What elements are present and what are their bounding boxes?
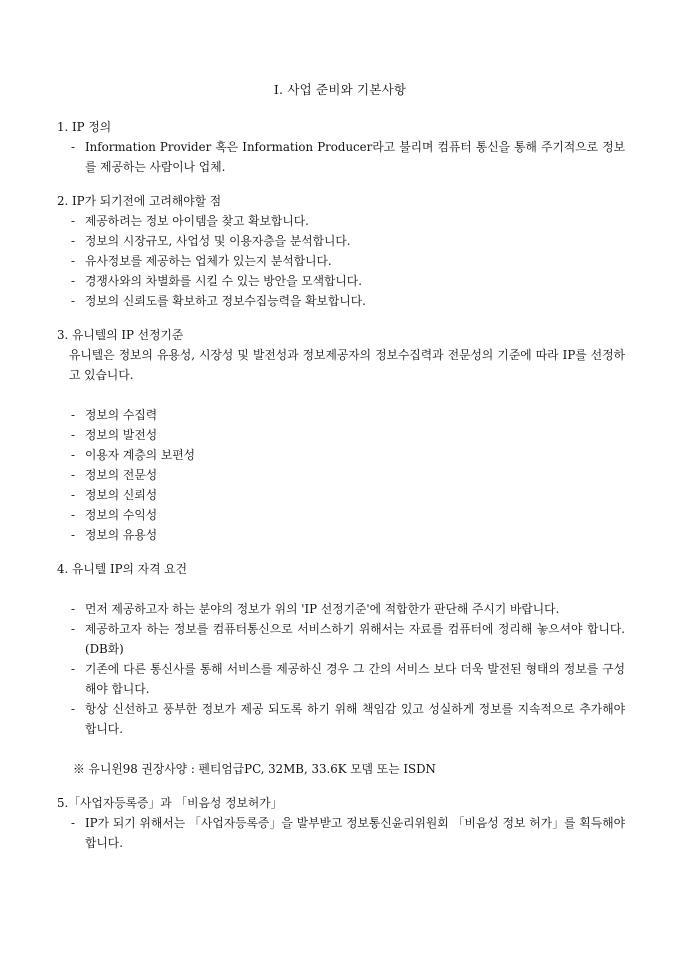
dash-marker: -: [71, 508, 75, 522]
document-title: Ⅰ. 사업 준비와 기본사항: [273, 82, 407, 97]
section-heading: 5.「사업자등록증」과 「비음성 정보허가」: [57, 796, 283, 810]
bullet-item: [57, 485, 625, 505]
dash-marker: -: [71, 214, 75, 228]
dash-marker: -: [71, 468, 75, 482]
dash-marker: -: [71, 602, 75, 616]
bullet-text: 이용자 계층의 보편성: [85, 448, 196, 462]
bullet-item: [57, 251, 625, 271]
dash-marker: -: [71, 816, 75, 830]
bullet-text: 정보의 발전성: [85, 428, 158, 442]
section-paragraph: 유니텔은 정보의 유용성, 시장성 및 발전성과 정보제공자의 정보수집력과 전문성의 기준에 따라 IP를 선정하고 있습니다.: [69, 348, 625, 382]
bullet-text: 정보의 신뢰도를 확보하고 정보수집능력을 확보합니다.: [85, 294, 366, 308]
dash-marker: -: [71, 622, 75, 636]
section-heading: 2. IP가 되기전에 고려해야할 점: [57, 194, 222, 208]
dash-marker: -: [71, 428, 75, 442]
dash-marker: -: [71, 662, 75, 676]
dash-marker: -: [71, 294, 75, 308]
bullet-item: [57, 425, 625, 445]
dash-marker: -: [71, 488, 75, 502]
bullet-text: 정보의 시장규모, 사업성 및 이용자층을 분석합니다.: [85, 234, 351, 248]
dash-marker: -: [71, 140, 75, 154]
dash-marker: -: [71, 408, 75, 422]
bullet-item: [57, 505, 625, 525]
dash-marker: -: [71, 702, 75, 716]
bullet-item: [57, 137, 625, 177]
bullet-text: 제공하려는 정보 아이템을 찾고 확보합니다.: [85, 214, 309, 228]
bullet-item: [57, 211, 625, 231]
bullet-item: [57, 465, 625, 485]
section-ip-definition: [57, 117, 625, 177]
dash-marker: -: [71, 528, 75, 542]
bullet-text: 유사정보를 제공하는 업체가 있는지 분석합니다.: [85, 254, 332, 268]
bullet-item: [57, 405, 625, 425]
bullet-item: [57, 271, 625, 291]
bullet-text: 기존에 다른 통신사를 통해 서비스를 제공하신 경우 그 간의 서비스 보다 더욱 발전된 형태의 정보를 구성해야 합니다.: [85, 662, 625, 696]
section-heading: 1. IP 정의: [57, 120, 112, 134]
bullet-item: [57, 525, 625, 545]
bullet-text: 항상 신선하고 풍부한 정보가 제공 되도록 하기 위해 책임감 있고 성실하게 정보를 지속적으로 추가해야 합니다.: [85, 702, 625, 736]
bullet-item: [57, 659, 625, 699]
section-qualifications: [57, 559, 625, 779]
bullet-item: [57, 813, 625, 853]
section-heading: 3. 유니텔의 IP 선정기준: [57, 328, 184, 342]
bullet-item: [57, 291, 625, 311]
bullet-text: 정보의 유용성: [85, 528, 158, 542]
dash-marker: -: [71, 234, 75, 248]
dash-marker: -: [71, 254, 75, 268]
bullet-item: [57, 699, 625, 739]
document-body: [57, 117, 625, 853]
section-selection-criteria: [57, 325, 625, 545]
section-considerations: [57, 191, 625, 311]
dash-marker: -: [71, 274, 75, 288]
bullet-item: [57, 231, 625, 251]
spec-note: ※ 유니윈98 권장사양 : 펜티엄급PC, 32MB, 33.6K 모뎀 또는 ISDN: [73, 762, 436, 776]
section-registration: [57, 793, 625, 853]
bullet-text: 경쟁사와의 차별화를 시킬 수 있는 방안을 모색합니다.: [85, 274, 362, 288]
bullet-text: IP가 되기 위해서는 「사업자등록증」을 발부받고 정보통신윤리위원회 「비음성 정보 허가」를 획득해야 합니다.: [85, 816, 625, 850]
bullet-text: 제공하고자 하는 정보를 컴퓨터통신으로 서비스하기 위해서는 자료를 컴퓨터에 정리해 놓으셔야 합니다. (DB화): [85, 622, 625, 656]
bullet-text: 정보의 신뢰성: [85, 488, 158, 502]
bullet-text: 정보의 전문성: [85, 468, 158, 482]
bullet-text: 먼저 제공하고자 하는 분야의 정보가 위의 'IP 선정기준'에 적합한가 판단해 주시기 바랍니다.: [85, 602, 560, 616]
bullet-text: Information Provider 혹은 Information Producer라고 불리며 컴퓨터 통신을 통해 주기적으로 정보를 제공하는 사람이나 업체.: [85, 140, 625, 174]
bullet-item: [57, 599, 625, 619]
bullet-item: [57, 619, 625, 659]
bullet-text: 정보의 수집력: [85, 408, 158, 422]
bullet-text: 정보의 수익성: [85, 508, 158, 522]
section-heading: 4. 유니텔 IP의 자격 요건: [57, 562, 188, 576]
dash-marker: -: [71, 448, 75, 462]
bullet-item: [57, 445, 625, 465]
